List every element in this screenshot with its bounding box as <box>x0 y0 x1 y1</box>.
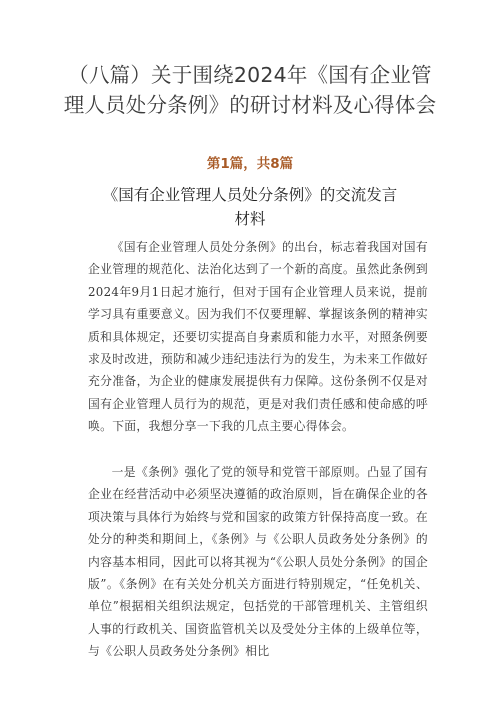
document-title: （八篇）关于围绕2024年《国有企业管理人员处分条例》的研讨材料及心得体会 <box>63 63 437 117</box>
section-title: 《国有企业管理人员处分条例》的交流发言材料 <box>102 186 398 228</box>
part-label: 第1篇，共8篇 <box>206 156 294 172</box>
body-paragraph: 《国有企业管理人员处分条例》的出台，标志着我国对国有企业管理的规范化、法治化达到了一个新的高度。虽然此条例到2024年9月1日起才施行，但对于国有企业管理人员来说，提前学习具有重要意义。因为我们不仅要理解、掌握该条例的精神实质和具体规定，还要切实提高自身素质和能力水平，对照条例要求及时改进，预防和减少违纪违法行为的发生，为未来工作做好充分准备，为企业的健康发展提供有力保障。这份条例不仅是对国有企业管理人员行为的规范，更是对我们责任感和使命感的呼唤。下面，我想分享一下我的几点主要心得体会。 <box>88 240 428 434</box>
body-paragraph: 一是《条例》强化了党的领导和党管干部原则。凸显了国有企业在经营活动中必须坚决遵循的政治原则，旨在确保企业的各项决策与具体行为始终与党和国家的政策方针保持高度一致。在处分的种类和期间上，《条例》与《公职人员政务处分条例》的内容基本相同，因此可以将其视为“《公职人员处分条例》的国企版”。《条例》在有关处分机关方面进行特别规定，“任免机关、单位”根据相关组织法规定，包括党的干部管理机关、主管组织人事的行政机关、国资监管机关以及受处分主体的上级单位等，与《公职人员政务处分条例》相比 <box>88 465 428 659</box>
